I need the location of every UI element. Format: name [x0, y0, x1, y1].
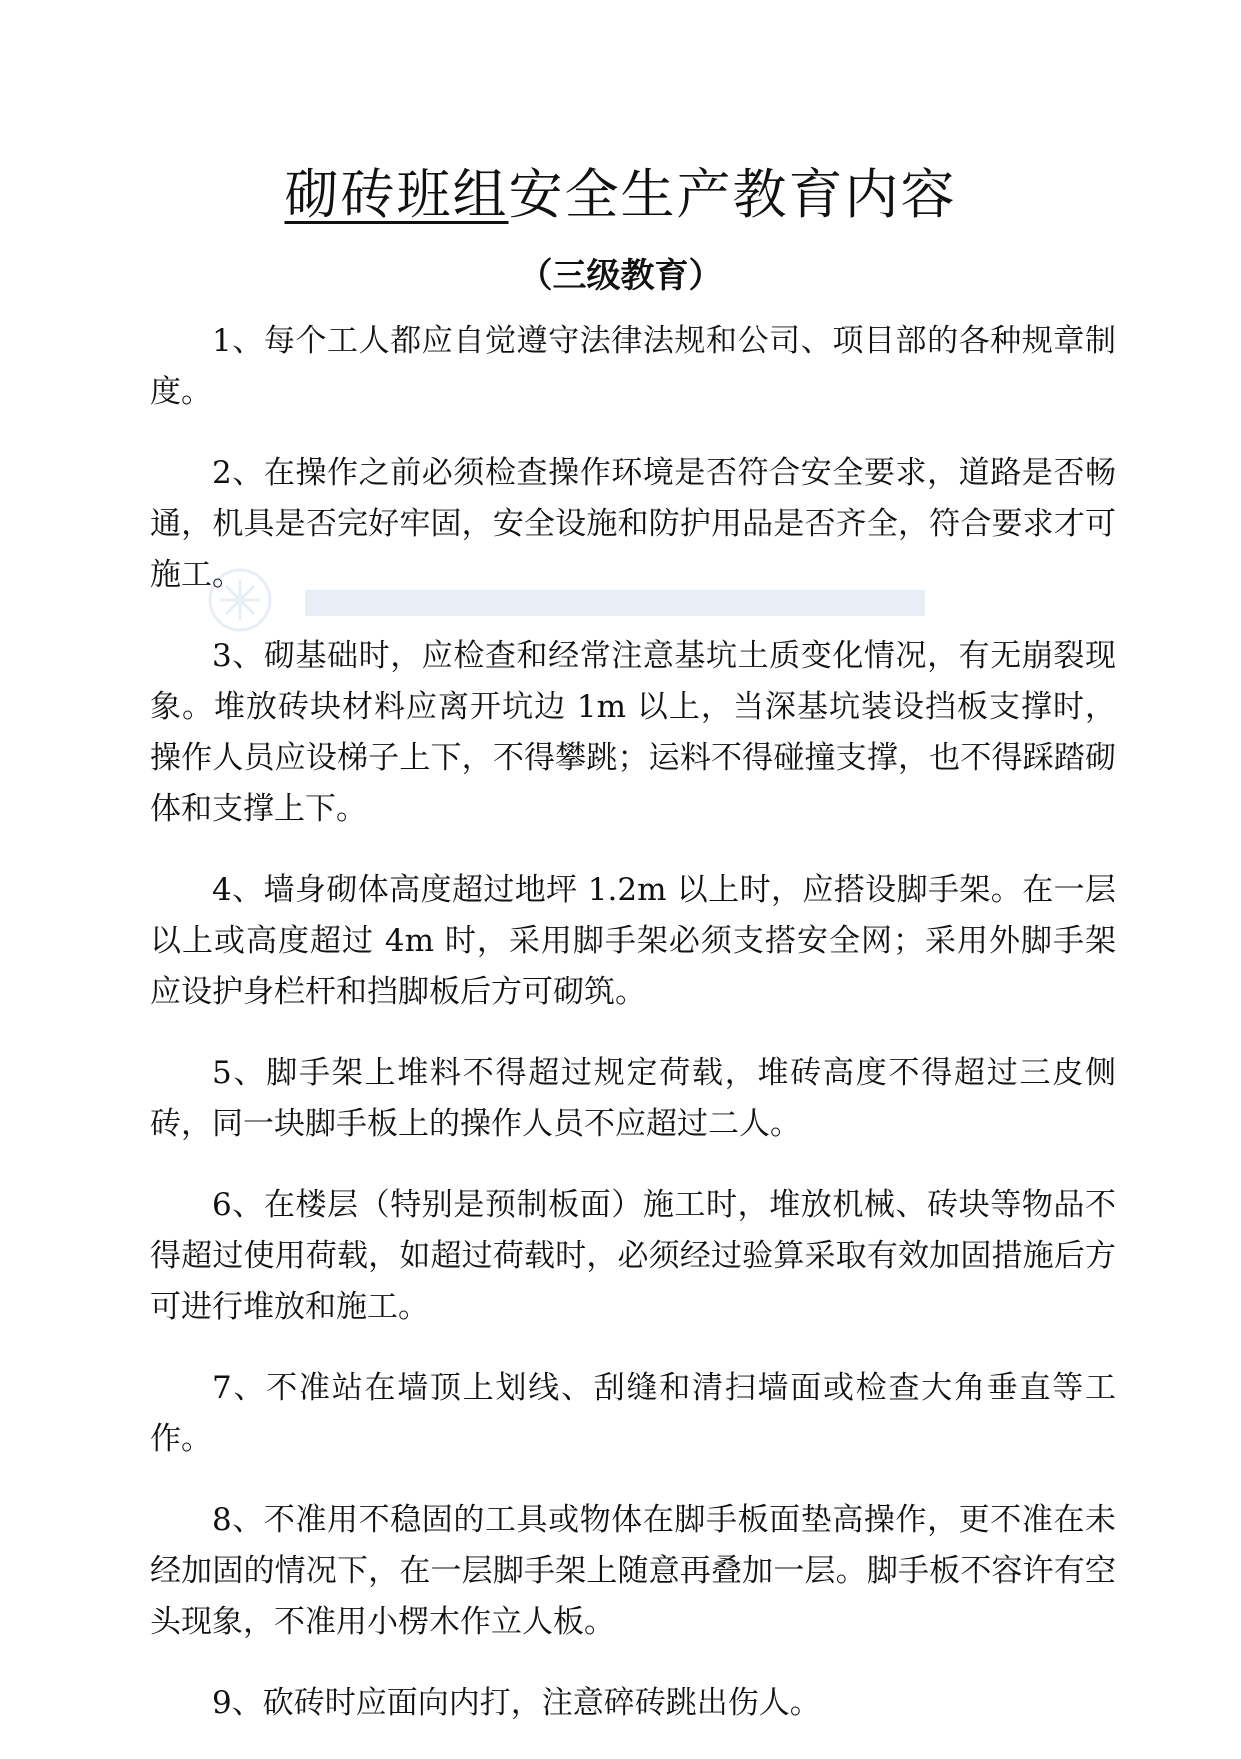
- rules-list: [150, 316, 1116, 1759]
- rule-item-8: 8、不准用不稳固的工具或物体在脚手板面垫高操作，更不准在未经加固的情况下，在一层脚手架上随意再叠加一层。脚手板不容许有空头现象，不准用小楞木作立人板。: [150, 1502, 1116, 1640]
- title-underlined-part: 砌砖班组: [284, 163, 509, 226]
- rule-item-1: 1、每个工人都应自觉遵守法律法规和公司、项目部的各种规章制度。: [150, 323, 1116, 410]
- rule-item-2: 2、在操作之前必须检查操作环境是否符合安全要求，道路是否畅通，机具是否完好牢固，安全设施和防护用品是否齐全，符合要求才可施工。: [150, 455, 1116, 593]
- rule-item-9: 9、砍砖时应面向内打，注意碎砖跳出伤人。: [212, 1685, 821, 1721]
- page-subtitle: （三级教育）: [518, 256, 723, 296]
- rule-item-6: 6、在楼层（特别是预制板面）施工时，堆放机械、砖块等物品不得超过使用荷载，如超过荷载时，必须经过验算采取有效加固措施后方可进行堆放和施工。: [150, 1187, 1116, 1325]
- rule-item-5: 5、脚手架上堆料不得超过规定荷载，堆砖高度不得超过三皮侧砖，同一块脚手板上的操作人员不应超过二人。: [150, 1055, 1116, 1142]
- rule-item-4: 4、墙身砌体高度超过地坪 1.2m 以上时，应搭设脚手架。在一层以上或高度超过 4m 时，采用脚手架必须支搭安全网；采用外脚手架应设护身栏杆和挡脚板后方可砌筑。: [150, 872, 1116, 1010]
- rule-item-7: 7、不准站在墙顶上划线、刮缝和清扫墙面或检查大角垂直等工作。: [150, 1370, 1116, 1457]
- title-rest: 安全生产教育内容: [508, 163, 957, 226]
- rule-item-3: 3、砌基础时，应检查和经常注意基坑土质变化情况，有无崩裂现象。堆放砖块材料应离开坑边 1m 以上，当深基坑装设挡板支撑时，操作人员应设梯子上下，不得攀跳；运料不得碰撞支撑，也不得踩踏砌体和支撑上下。: [150, 638, 1116, 827]
- page-title: [0, 160, 1241, 230]
